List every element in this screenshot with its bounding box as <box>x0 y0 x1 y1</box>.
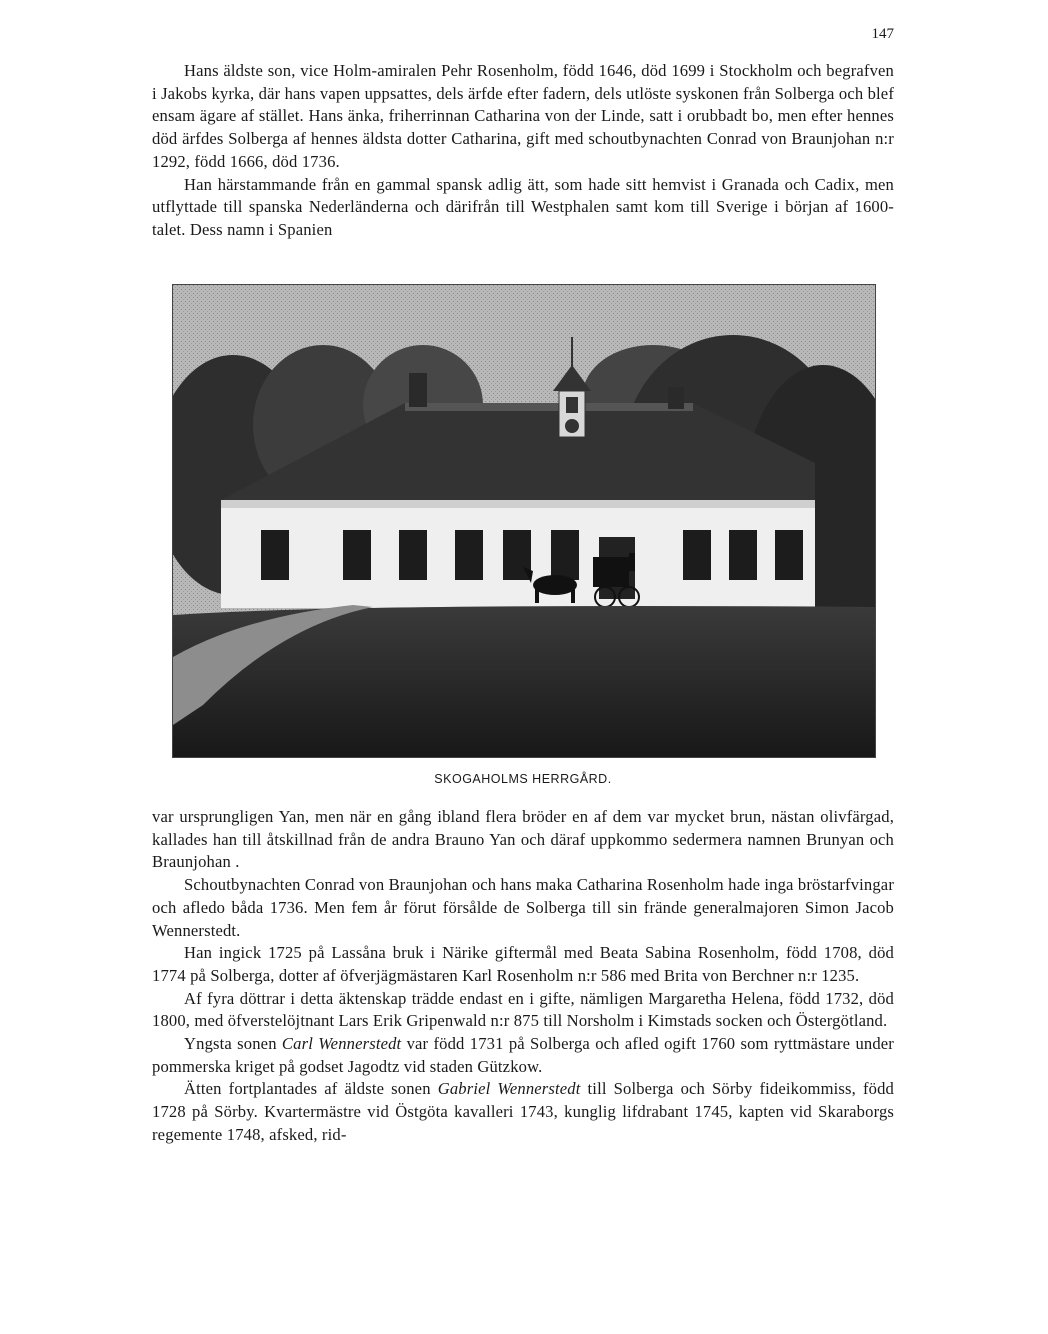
paragraph: Hans äldste son, vice Holm-amiralen Pehr Rosenholm, född 1646, död 1699 i Stockholm och begrafven i Jakobs kyrka, där hans vapen uppsattes, dels ärfde efter fadern, dels utlöste syskonen från Solberga och blef ensam ägare af stället. Hans änka, friherrinnan Catharina von der Linde, satt i orubbadt bo, men efter hennes död ärfdes Solberga af hennes äldsta dotter Catharina, gift med schoutbynachten Conrad von Braunjohan n:r 1292, född 1666, död 1736. <box>152 61 894 171</box>
person-name: Gabriel Wennerstedt <box>437 1079 581 1099</box>
paragraph: Af fyra döttrar i detta äktenskap trädde endast en i gifte, nämligen Margaretha Helena, född 1732, död 1800, med öfverstelöjtnant Lars Erik Gripenwald n:r 875 till Norsholm i Kimstads socken och Östergötland. <box>152 988 894 1031</box>
paragraph: Schoutbynachten Conrad von Braunjohan och hans maka Catharina Rosenholm hade inga bröstarfvingar och afledo båda 1736. Men fem år förut försålde de Solberga till sin frände generalmajoren Simon Jacob Wennerstedt. <box>152 875 894 940</box>
text-run: Ätten fortplantades af äldste sonen <box>184 1079 438 1099</box>
photo-caption: SKOGAHOLMS HERRGÅRD. <box>434 772 612 786</box>
person-name: Carl Wennerstedt <box>281 1034 402 1054</box>
paragraph: Han härstammande från en gammal spansk adlig ätt, som hade sitt hemvist i Granada och Cadix, men utflyttade till spanska Nederländerna och därifrån till Westphalen samt kom till Sverige i början af 1600-talet. Dess namn i Spanien <box>152 174 894 239</box>
text-run: Yngsta sonen <box>184 1034 282 1054</box>
paragraph <box>152 1078 894 1146</box>
text-run: till Solberga och Sörby fideikommiss, född 1728 på Sörby. Kvartermästre vid Östgöta kavalleri 1743, kunglig lifdrabant 1745, kapten vid Skaraborgs regemente 1748, afsked, rid- <box>152 1079 894 1144</box>
paragraph <box>152 1033 894 1078</box>
paragraph: var ursprungligen Yan, men när en gång ibland flera bröder en af dem var mycket brun, nästan olivfärgad, kallades han till åtskillnad från de andra Brauno Yan och däraf uppkommo sedermera namnen Brunyan och Braunjohan . <box>152 807 894 872</box>
manor-photograph <box>172 284 876 758</box>
text-run: var född 1731 på Solberga och afled ogift 1760 som ryttmästare under pommerska kriget på godset Jagodtz vid staden Gützkow. <box>152 1034 894 1076</box>
top-text-block <box>152 60 894 242</box>
page-number: 147 <box>871 26 894 42</box>
paragraph: Han ingick 1725 på Lassåna bruk i Närike giftermål med Beata Sabina Rosenholm, född 1708, död 1774 på Solberga, dotter af öfverjägmästaren Karl Rosenholm n:r 586 med Brita von Berchner n:r 1235. <box>152 943 894 985</box>
bottom-text-block <box>152 806 894 1147</box>
